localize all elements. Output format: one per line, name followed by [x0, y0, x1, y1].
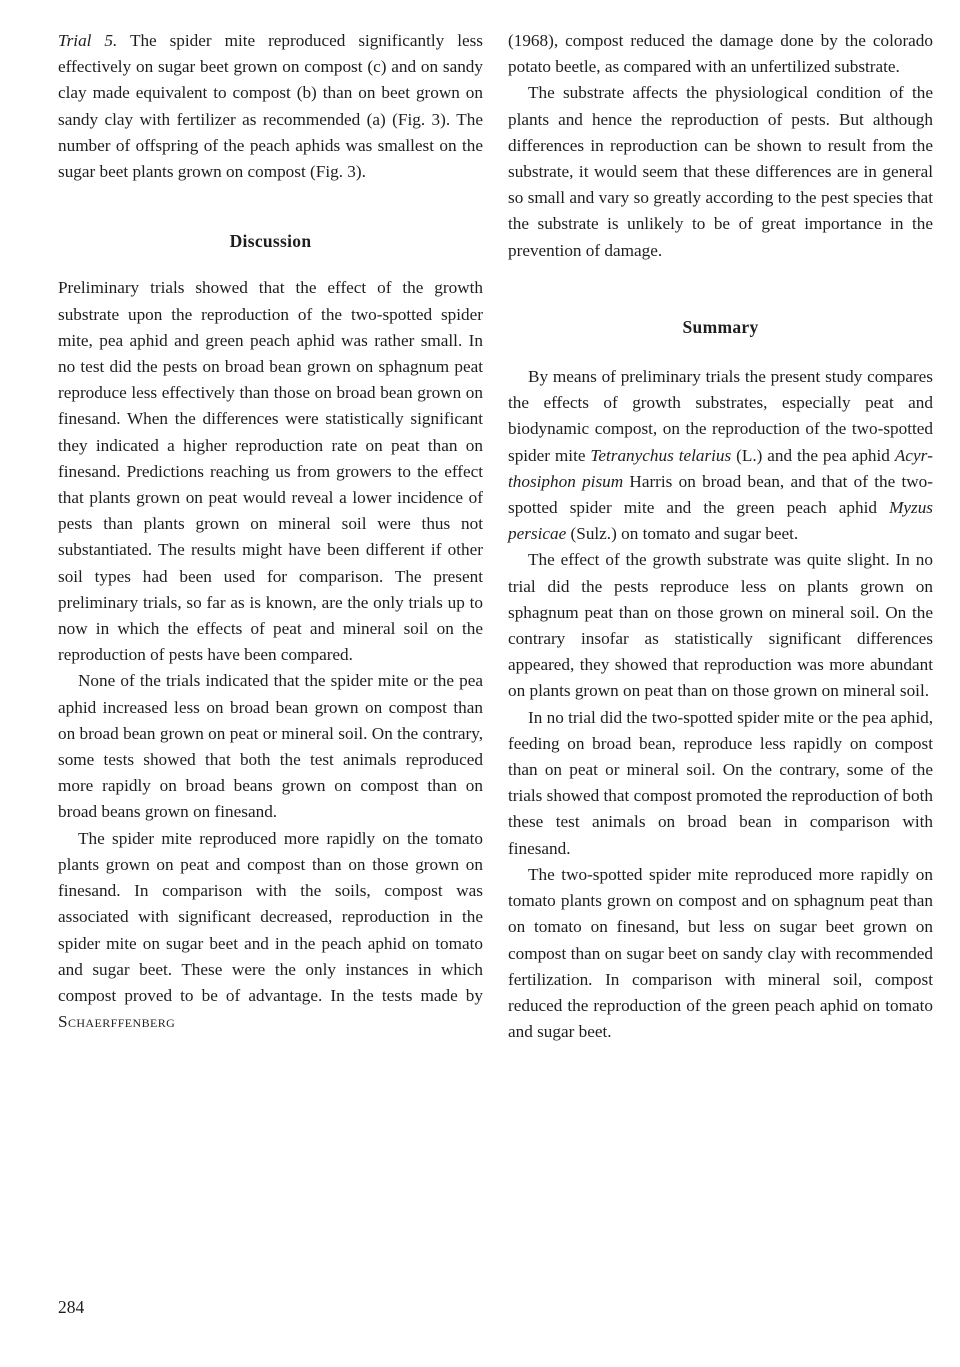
discussion-paragraph-2: None of the trials indicated that the spider mite or the pea aphid increased less on broad bean grown on compost than on broad bean grown on peat or mineral soil. On the contrary, some tests showed that both the test animals reproduced more rapidly on broad beans grown on compost than on broad beans grown on finesand. [58, 671, 483, 822]
summary-paragraph-1 [508, 364, 933, 547]
discussion-paragraph-1: Preliminary trials showed that the effect of the growth substrate upon the reproduction of the two-spotted spider mite, pea aphid and green peach aphid was rather small. In no test did the pests on broad bean grown on sphagnum peat reproduce less effectively than those on broad bean grown on finesand. When the differences were statistically significant they indicated a higher reproduction rate on peat than on finesand. Predictions reaching us from growers to the effect that plants grown on peat would reveal a lower incidence of pests than plants grown on mineral soil were thus not substantiated. The results might have been different if other soil types had been used for comparison. The present preliminary trials, so far as is known, are the only trials up to now in which the effects of peat and mineral soil on the reproduction of pests have been compared. [58, 278, 483, 665]
substrate-paragraph: The substrate affects the physiological condition of the plants and hence the reproduction of pests. But although differences in reproduction can be shown to result from the substrate, it would seem that these differences are in general so small and vary so greatly according to the pest species that the substrate is unlikely to be of great importance in the prevention of damage. [508, 83, 933, 260]
author-schaerffenberg: Schaerffenberg [58, 1012, 176, 1032]
discussion-heading: Discussion [229, 231, 312, 252]
summary-p1-c: Harris on broad bean, and that of the two-spotted spider mite and the green peach aphid [508, 471, 933, 518]
left-column [58, 28, 483, 1035]
species-myzus: Myzus persicae [508, 498, 933, 544]
summary-p1-d: (Sulz.) on tomato and sugar beet. [566, 524, 799, 544]
trial5-label: Trial 5. [58, 31, 118, 50]
summary-p1-a: By means of preliminary trials the present study compares the effects of growth substrates, especially peat and biodynamic compost, on the reproduction of the two-spotted spider mite [508, 367, 933, 465]
discussion-paragraph-3-text: The spider mite reproduced more rapidly on the tomato plants grown on peat and compost than on those grown on finesand. In comparison with the soils, compost was associated with significant decreased, reproduction in the spider mite on sugar beet and in the peach aphid on tomato and sugar beet. These were the only instances in which compost proved to be of advantage. In the tests made by [58, 828, 483, 1005]
page-number: 284 [58, 1297, 85, 1317]
summary-p1-b: (L.) and the pea aphid [731, 445, 895, 465]
summary-paragraph-4: The two-spotted spider mite reproduced more rapidly on tomato plants grown on compost and on sphagnum peat than on tomato on finesand, but less on sugar beet grown on compost than on sugar beet on sandy clay with recommended fertilization. In comparison with mineral soil, compost reduced the reproduction of the green peach aphid on tomato and sugar beet. [508, 864, 933, 1042]
summary-paragraph-2: The effect of the growth substrate was quite slight. In no trial did the pests reproduce less on plants grown on sphagnum peat than on those grown on mineral soil. On the contrary insofar as statistically significant differences appeared, they showed that reproduction was more abundant on plants grown on peat than on those grown on mineral soil. [508, 550, 933, 701]
continued-paragraph: (1968), compost reduced the damage done by the colorado potato beetle, as compared with an unfertilized substrate. [508, 31, 933, 77]
trial5-paragraph [58, 28, 483, 185]
right-column [508, 28, 933, 1045]
discussion-paragraph-3 [58, 826, 483, 1036]
summary-paragraph-3: In no trial did the two-spotted spider mite or the pea aphid, feeding on broad bean, reproduce less rapidly on compost than on peat or mineral soil. On the contrary, some of the trials showed that compost promoted the reproduction of both these test animals on broad bean in comparison with finesand. [508, 707, 933, 858]
species-tetranychus: Tetranychus telarius [590, 445, 732, 465]
species-acyrthosiphon: Acyrthosiphon pisum [508, 445, 933, 491]
summary-heading: Summary [682, 316, 759, 337]
trial5-text: The spider mite reproduced significantly less effectively on sugar beet grown on compost (c) and on sandy clay made equivalent to compost (b) than on beet grown on sandy clay with fertilizer as recommended (a) (Fig. 3). The number of offspring of the peach aphids was smallest on the sugar beet plants grown on compost (Fig. 3). [58, 31, 483, 182]
